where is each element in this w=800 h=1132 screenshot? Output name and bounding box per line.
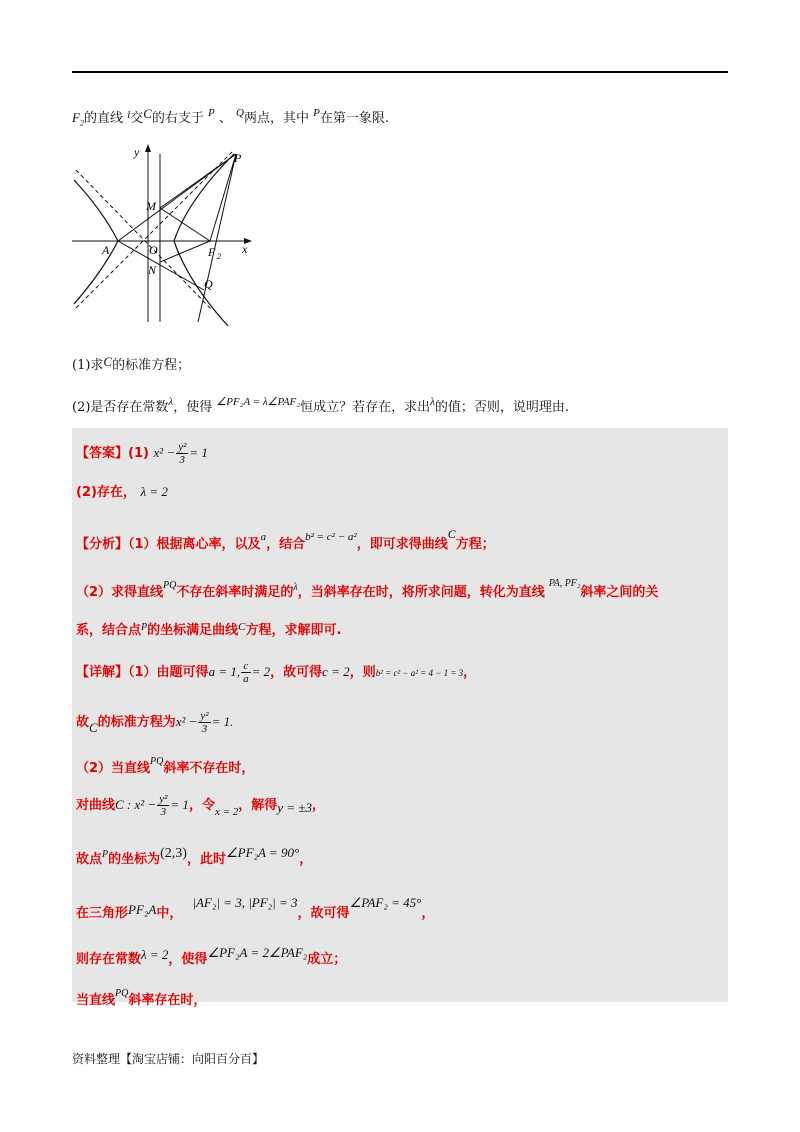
detail-6-eq: |AF₂| = 3, |PF₂| = 3	[192, 895, 298, 910]
line-mf2	[160, 208, 210, 241]
q2-lambda-2: λ	[430, 396, 435, 408]
detail-5-d: ，	[299, 852, 313, 867]
detail-1-den: a	[243, 673, 249, 685]
q2-text-c: 恒成立？若存在，求出	[300, 400, 431, 415]
detail-4-c: ，解得	[238, 798, 278, 813]
intro-text-2: 交	[130, 111, 144, 126]
answer-line-1	[76, 441, 208, 466]
detail-1-eq4: b² = c² − a² = 4 − 1 = 3	[375, 668, 464, 678]
intro-text-4: 两点，其中	[244, 111, 310, 126]
var-q: Q	[236, 107, 244, 119]
detail-8-pq: PQ	[115, 988, 129, 999]
detail-1-eq3: c = 2	[322, 664, 350, 679]
question-2	[72, 392, 569, 418]
analysis-2-pq: PQ	[163, 580, 177, 591]
detail-5-a: 故点	[76, 852, 103, 867]
detail-1-eq1: a = 1,	[208, 664, 241, 679]
analysis-3-b: 的坐标满足曲线	[147, 623, 239, 638]
detail-4-den: 3	[160, 806, 167, 818]
detail-6-angle: ∠PAF₂ = 45°	[349, 895, 422, 910]
detail-tag: 【详解】	[76, 665, 129, 680]
detail-5-b: 的坐标为	[108, 852, 161, 867]
detail-6-a: 在三角形	[76, 906, 129, 921]
detail-1-c: ，则	[349, 665, 376, 680]
q2-text-b: ，使得	[173, 400, 213, 415]
intro-text-5: 在第一象限.	[319, 111, 390, 126]
answer-1-den: 3	[179, 454, 186, 466]
analysis-1-c: ，即可求得曲线	[356, 537, 448, 552]
analysis-line-2	[76, 574, 658, 603]
analysis-1-var-a: a	[260, 531, 267, 543]
q1-var-c: C	[103, 354, 113, 369]
detail-8-a: 当直线	[76, 993, 116, 1008]
detail-1-a: （1）由题可得	[128, 665, 209, 680]
label-f: F	[208, 245, 216, 259]
detail-1-fraction	[241, 660, 251, 685]
analysis-2-pa: PA, PF₂	[548, 578, 581, 589]
intro-text-1: 的直线	[83, 111, 123, 126]
analysis-2-lambda: λ	[293, 582, 298, 593]
answer-1-label: (1)	[128, 446, 149, 461]
detail-3-b: 斜率不存在时，	[163, 761, 255, 776]
label-n: N	[148, 263, 157, 277]
detail-line-1	[76, 660, 476, 685]
hyperbola-figure	[72, 140, 262, 330]
label-y: y	[134, 145, 140, 159]
intro-sep: 、	[218, 111, 232, 126]
detail-2-fraction	[198, 710, 210, 735]
detail-4-d: ，	[311, 798, 325, 813]
detail-2-a: 故	[76, 715, 90, 730]
detail-line-5	[76, 843, 312, 870]
answer-line-2	[76, 482, 168, 503]
detail-1-eq2: = 2	[251, 664, 271, 679]
analysis-1-var-c: C	[447, 527, 456, 541]
analysis-1-a: （1）根据离心率，以及	[128, 537, 261, 552]
detail-line-4	[76, 793, 325, 822]
y-axis-arrow	[145, 144, 151, 152]
analysis-3-p: P	[141, 622, 148, 633]
label-x: x	[242, 242, 248, 256]
label-q: Q	[204, 277, 213, 291]
detail-4-eq-b: = 1	[170, 797, 189, 812]
q2-text-d: 的值；否则，说明理由.	[434, 400, 570, 415]
label-m: M	[146, 199, 156, 213]
analysis-2-b: 不存在斜率时满足的	[176, 585, 294, 600]
analysis-2-a: （2）求得直线	[76, 585, 164, 600]
var-p-2: P	[313, 107, 320, 119]
asymptote-1	[76, 170, 212, 310]
hyperbola-right-branch	[174, 154, 234, 326]
detail-7-angle: ∠PF₂A = 2∠PAF₂	[207, 945, 308, 960]
label-p: P	[234, 151, 242, 165]
answer-1-fraction	[176, 441, 188, 466]
analysis-tag: 【分析】	[76, 537, 129, 552]
intro-text-3: 的右支于	[151, 111, 204, 126]
detail-4-y: y = ±3	[277, 800, 312, 815]
detail-2-eq-a: x² −	[175, 714, 198, 729]
detail-2-num: y²	[200, 710, 209, 722]
label-f-sub: 2	[217, 252, 221, 261]
analysis-1-eq: b² = c² − a²	[305, 531, 357, 543]
q1-text-a: (1)求	[72, 358, 104, 373]
detail-2-den: 3	[201, 723, 208, 735]
detail-6-b: 中，	[156, 906, 183, 921]
analysis-line-3	[76, 617, 341, 641]
analysis-2-c: ，当斜率存在时，将所求问题，转化为直线	[297, 585, 545, 600]
detail-4-fraction	[157, 793, 169, 818]
line-mp	[160, 154, 236, 208]
line-f2p	[210, 154, 236, 241]
page-footer: 资料整理【淘宝店铺：向阳百分百】	[72, 1052, 265, 1066]
hyperbola-left-branch	[74, 180, 118, 304]
var-l: l	[127, 109, 131, 121]
detail-5-point: (2,3)	[160, 846, 187, 861]
detail-line-7	[76, 943, 346, 970]
q2-lambda: λ	[168, 396, 174, 408]
question-1	[72, 352, 190, 376]
detail-7-a: 则存在常数	[76, 952, 142, 967]
detail-5-p: P	[102, 849, 109, 860]
detail-4-a: 对曲线	[76, 798, 116, 813]
detail-7-b: ，使得	[168, 952, 208, 967]
analysis-1-d: 方程；	[455, 537, 495, 552]
var-f: F	[72, 110, 80, 125]
detail-line-2	[76, 710, 233, 738]
detail-4-b: ，令	[188, 798, 215, 813]
detail-2-eq-b: = 1.	[211, 714, 234, 729]
detail-6-c: ，故可得	[297, 906, 350, 921]
detail-line-6	[76, 893, 434, 924]
problem-intro: $F_2$的直线 $^l$交C的右支于 $^P$ 、 $^Q$两点，其中 $^P$在第一象限.	[72, 106, 390, 128]
analysis-1-b: ，结合	[266, 537, 306, 552]
detail-4-num: y²	[159, 793, 168, 805]
detail-7-eq: λ = 2	[141, 947, 169, 962]
q1-text-b: 的标准方程；	[112, 358, 191, 373]
var-c: C	[143, 106, 152, 121]
detail-line-3	[76, 752, 254, 779]
detail-6-triangle: PF₂A	[128, 902, 157, 917]
line-nf2	[160, 241, 210, 262]
analysis-3-c: 方程，求解即可.	[245, 623, 342, 638]
detail-5-c: ，此时	[186, 852, 226, 867]
header-rule	[72, 71, 728, 73]
detail-5-angle: ∠PF₂A = 90°	[225, 845, 300, 860]
analysis-3-a: 系，结合点	[76, 623, 142, 638]
line-aq	[118, 241, 204, 290]
line-pq	[198, 154, 236, 322]
answer-1-eq-a: x² −	[153, 445, 176, 460]
detail-1-d: ，	[463, 665, 477, 680]
detail-8-b: 斜率存在时，	[128, 993, 207, 1008]
detail-6-d: ，	[421, 906, 435, 921]
label-a: A	[102, 243, 110, 257]
q2-text-a: (2)是否存在常数	[72, 400, 169, 415]
answer-1-num: y²	[178, 441, 187, 453]
detail-4-eq-a: C : x² −	[115, 797, 157, 812]
q2-equation: ∠PF₂A = λ∠PAF₂	[216, 396, 301, 408]
analysis-line-1	[76, 524, 495, 555]
detail-7-c: 成立；	[307, 952, 347, 967]
analysis-2-d: 斜率之间的关	[580, 585, 659, 600]
detail-3-a: （2）当直线	[76, 761, 151, 776]
detail-4-x: x = 2	[214, 806, 239, 818]
detail-1-b: ，故可得	[270, 665, 323, 680]
detail-line-8	[76, 984, 206, 1011]
answer-2-eq: λ = 2	[140, 484, 168, 499]
label-o: O	[149, 243, 158, 257]
detail-2-b: 的标准方程为	[97, 715, 176, 730]
detail-2-var-c: C	[89, 720, 98, 735]
var-p: P	[208, 107, 215, 119]
analysis-3-var-c: C	[238, 621, 246, 633]
answer-1-eq-b: = 1	[189, 445, 208, 460]
detail-1-num: c	[241, 660, 251, 673]
answer-2-label: (2)存在，	[76, 485, 136, 500]
answer-tag: 【答案】	[76, 446, 129, 461]
detail-3-pq: PQ	[150, 756, 164, 767]
